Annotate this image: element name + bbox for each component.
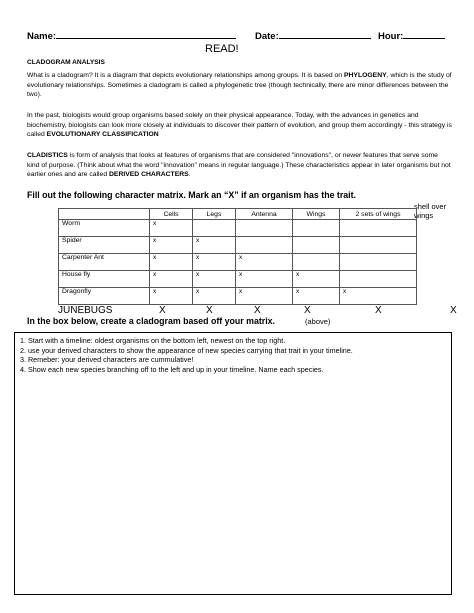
- matrix-cell[interactable]: [340, 237, 417, 254]
- matrix-row-house-fly: [59, 271, 417, 288]
- paragraph-evolutionary-classification: In the past, biologists would group organisms based solely on their physical appearance. Today, with the advances in genetics and biochemistry, biologists can look more closely at individuals to discover their pattern of evolution, and group them accordingly - this strategy is called EVOLUTIONARY CLASSIFICATION: [27, 112, 452, 138]
- junebugs-mark: X: [254, 305, 261, 316]
- date-field[interactable]: Date:: [255, 30, 371, 42]
- box-step: 1. Start with a timeline: oldest organisms on the bottom left, newest on the top right.: [20, 336, 286, 345]
- organism-label: House fly: [59, 271, 150, 288]
- column-antenna: Antenna: [236, 209, 293, 220]
- matrix-row-spider: [59, 237, 417, 254]
- matrix-cell[interactable]: x: [293, 288, 340, 305]
- section-title: CLADOGRAM ANALYSIS: [27, 59, 105, 66]
- matrix-cell[interactable]: x: [340, 288, 417, 305]
- matrix-cell[interactable]: x: [236, 271, 293, 288]
- date-blank: [279, 30, 371, 39]
- matrix-cell[interactable]: x: [193, 237, 236, 254]
- matrix-cell[interactable]: x: [150, 288, 193, 305]
- junebugs-mark: X: [450, 305, 457, 316]
- matrix-cell[interactable]: [236, 237, 293, 254]
- matrix-row-carpenter-ant: [59, 254, 417, 271]
- hour-blank: [403, 30, 445, 39]
- matrix-cell[interactable]: x: [150, 220, 193, 237]
- matrix-cell[interactable]: [236, 220, 293, 237]
- matrix-row-dragonfly: [59, 288, 417, 305]
- matrix-row-worm: [59, 220, 417, 237]
- cladogram-instruction: In the box below, create a cladogram based off your matrix.: [27, 316, 276, 326]
- matrix-cell[interactable]: x: [150, 271, 193, 288]
- matrix-cell[interactable]: [293, 237, 340, 254]
- matrix-cell[interactable]: [293, 254, 340, 271]
- organism-label: Worm: [59, 220, 150, 237]
- paragraph-cladistics: CLADISTICS is form of analysis that looks at features of organisms that are considered "innovations", or newer features that serve some kind of purpose. (Think about what the word "innovation" means in regular language.) These characteristics appear in later organisms but not earlier ones and are called DERIVED CHARACTERS.: [27, 152, 451, 178]
- matrix-instruction: Fill out the following character matrix. Mark an “X” if an organism has the trait.: [27, 190, 356, 200]
- matrix-cell[interactable]: [340, 254, 417, 271]
- matrix-cell[interactable]: x: [293, 271, 340, 288]
- matrix-cell[interactable]: x: [193, 254, 236, 271]
- paragraph-cladogram: What is a cladogram? It is a diagram that depicts evolutionary relationships among groups. It is based on PHYLOGENY, which is the study of evolutionary relationships. Sometimes a cladogram is called a phylogenetic tree (though technically, there are minor differences between the two).: [27, 72, 452, 98]
- organism-label: Spider: [59, 237, 150, 254]
- junebugs-label: JUNEBUGS: [58, 305, 113, 316]
- matrix-cell[interactable]: [293, 220, 340, 237]
- column-2-sets-of-wings: 2 sets of wings: [340, 209, 417, 220]
- hour-field[interactable]: Hour:: [378, 30, 445, 42]
- box-steps: [20, 336, 353, 374]
- junebugs-mark: X: [375, 305, 382, 316]
- matrix-cell[interactable]: x: [193, 288, 236, 305]
- matrix-cell[interactable]: x: [150, 237, 193, 254]
- organism-label: Carpenter Ant: [59, 254, 150, 271]
- box-step: 3. Remeber: your derived characters are cummulative!: [20, 355, 194, 365]
- name-field[interactable]: Name:: [27, 30, 236, 42]
- junebugs-mark: X: [304, 305, 311, 316]
- box-step: 2. use your derived characters to show the appearance of new species carrying that trait in your timeline.: [20, 345, 353, 355]
- matrix-corner: [59, 209, 150, 220]
- character-matrix: [58, 208, 417, 305]
- column-cells: Cells: [150, 209, 193, 220]
- matrix-cell[interactable]: x: [150, 254, 193, 271]
- junebugs-mark: X: [159, 305, 166, 316]
- name-blank: [56, 30, 236, 39]
- shell-note: shell over wings: [414, 202, 447, 220]
- column-wings: Wings: [293, 209, 340, 220]
- junebugs-mark: X: [206, 305, 213, 316]
- organism-label: Dragonfly: [59, 288, 150, 305]
- read-label: READ!: [205, 43, 239, 55]
- matrix-header-row: [59, 209, 417, 220]
- cladogram-box[interactable]: [14, 332, 452, 595]
- matrix-cell[interactable]: [340, 271, 417, 288]
- column-legs: Legs: [193, 209, 236, 220]
- matrix-cell[interactable]: x: [236, 288, 293, 305]
- matrix-cell[interactable]: [193, 220, 236, 237]
- matrix-cell[interactable]: x: [193, 271, 236, 288]
- above-note: (above): [305, 317, 331, 326]
- box-step: 4. Show each new species branching off to the left and up in your timeline. Name each species.: [20, 364, 324, 374]
- matrix-cell[interactable]: [340, 220, 417, 237]
- matrix-cell[interactable]: x: [236, 254, 293, 271]
